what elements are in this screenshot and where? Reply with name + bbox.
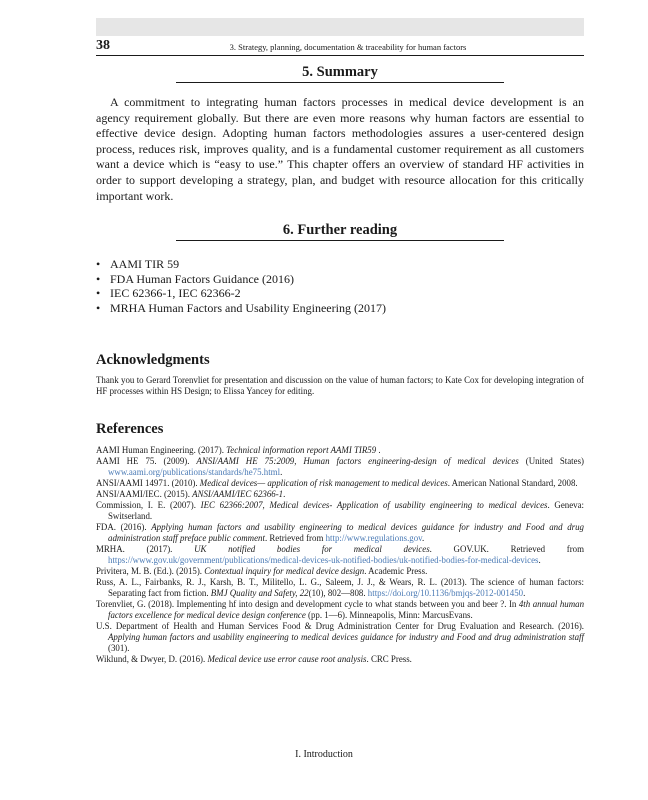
acknowledgments-heading: Acknowledgments (96, 352, 210, 368)
reference-text: . (422, 533, 425, 543)
summary-paragraph: A commitment to integrating human factors processes in medical device development is an agency requirement globally. But there are even more reasons why human factors are essential to effective device design. Adopting human factors methodologies assures a user-centered design process, reduces risk, improves quality, and is a fundamental customer requirement as all customers want a device which is “easy to use.” This chapter offers an overview of standard HF activities in order to support developing a strategy, plan, and budget with resource allocation for this critically important work. (96, 95, 584, 203)
reference-link[interactable]: https://www.gov.uk/government/publications/medical-devices-uk-notified-bodies/uk-notified-bodies-for-medical-devices (108, 555, 539, 565)
header-rule (96, 55, 584, 56)
reference-item (96, 489, 584, 500)
reference-text: . (538, 555, 541, 565)
reference-text: . CRC Press. (366, 654, 412, 664)
reference-title: Applying human factors and usability engineering to medical devices guidance for industry and Food and drug administration staff preface public comment (108, 522, 584, 543)
reference-title: Applying human factors and usability engineering to medical devices guidance for industry and Food and drug administration staff (108, 632, 584, 642)
reference-text: . (280, 467, 283, 477)
list-item: • IEC 62366-1, IEC 62366-2 (96, 286, 584, 301)
reference-text: (United States) (518, 456, 584, 466)
reference-item (96, 522, 584, 544)
reference-text: AAMI HE 75. (2009). (96, 456, 197, 466)
reference-text: (301). (108, 643, 130, 653)
list-item: • MRHA Human Factors and Usability Engineering (2017) (96, 301, 584, 316)
summary-rule (176, 82, 504, 83)
reference-text: . (376, 445, 381, 455)
reference-text: . (283, 489, 286, 499)
reference-item (96, 544, 584, 566)
reference-item (96, 621, 584, 654)
reference-item (96, 456, 584, 478)
page-number: 38 (96, 38, 110, 53)
footer-text: I. Introduction (295, 749, 353, 760)
reference-title: Technical information report AAMI TIR59 (226, 445, 377, 455)
reference-text: Torenvliet, G. (2018). Implementing hf into design and development cycle to what stands between you and beer ?. In (96, 599, 519, 609)
reference-item (96, 478, 584, 489)
further-reading-list (96, 257, 584, 315)
reference-link[interactable]: https://doi.org/10.1136/bmjqs-2012-001450 (367, 588, 524, 598)
reference-link[interactable]: http://www.regulations.gov (325, 533, 423, 543)
reference-title: ANSI/AAMI HE 75:2009, Human factors engineering-design of medical devices (196, 456, 519, 466)
reference-text: Privitera, M. B. (Ed.). (2015). (96, 566, 205, 576)
reference-text: FDA. (2016). (96, 522, 152, 532)
reference-link[interactable]: www.aami.org/publications/standards/he75.html (108, 467, 281, 477)
reference-text: Commission, I. E. (2007). (96, 500, 201, 510)
reference-title: Medical devices— application of risk management to medical devices (199, 478, 448, 488)
reference-item (96, 445, 584, 456)
reference-text: ANSI/AAMI/IEC. (2015). (96, 489, 193, 499)
reference-title: ANSI/AAMI/IEC 62366-1 (192, 489, 284, 499)
list-item: • AAMI TIR 59 (96, 257, 584, 272)
summary-heading: 5. Summary (302, 64, 378, 80)
reference-title: Medical device use error cause root analysis (207, 654, 367, 664)
further-reading-heading: 6. Further reading (282, 222, 398, 238)
list-item: • FDA Human Factors Guidance (2016) (96, 272, 584, 287)
header-band (96, 18, 584, 36)
references-heading: References (96, 421, 164, 437)
reference-text: U.S. Department of Health and Human Services Food & Drug Administration Center for Drug Evaluation and Research. (2016). (96, 621, 584, 631)
reference-item (96, 566, 584, 577)
reference-text: . Academic Press. (364, 566, 428, 576)
reference-text: . GOV.UK. Retrieved from (429, 544, 584, 554)
reference-text: Wiklund, & Dwyer, D. (2016). (96, 654, 208, 664)
running-title: 3. Strategy, planning, documentation & traceability for human factors (229, 42, 467, 52)
reference-text: Russ, A. L., Fairbanks, R. J., Karsh, B. T., Militello, L. G., Saleem, J. J., & Wears, R. L. (2013). The science of human factors: Separating fact from fiction. (96, 577, 584, 598)
reference-item (96, 500, 584, 522)
reference-text: MRHA. (2017). (96, 544, 195, 554)
reference-text: . American National Standard, 2008. (447, 478, 578, 488)
reference-item (96, 577, 584, 599)
reference-title: BMJ Quality and Safety, 22 (210, 588, 309, 598)
reference-list (96, 445, 584, 665)
reference-text: . Geneva: Switserland. (108, 500, 584, 521)
reference-title: UK notified bodies for medical devices (194, 544, 430, 554)
reference-text: ANSI/AAMI 14971. (2010). (96, 478, 200, 488)
reference-title: Contextual inquiry for medical device design (204, 566, 365, 576)
reference-item (96, 599, 584, 621)
further-reading-rule (176, 240, 504, 241)
reference-text: (10), 802—808. (308, 588, 368, 598)
reference-title: IEC 62366:2007, Medical devices- Application of usability engineering to medical devices (200, 500, 548, 510)
reference-text: . (523, 588, 526, 598)
acknowledgments-text: Thank you to Gerard Torenvliet for presentation and discussion on the value of human factors; to Kate Cox for developing integration of HF processes within HS Design; to Elissa Yancey for editing. (96, 375, 584, 396)
reference-title: 4th annual human factors excellence for medical device design conference (108, 599, 585, 620)
reference-text: (pp. 1—6). Minneapolis, Minn: MarcusEvans. (305, 610, 473, 620)
reference-text: . Retrieved from (264, 533, 326, 543)
reference-text: AAMI Human Engineering. (2017). (96, 445, 227, 455)
reference-item (96, 654, 584, 665)
